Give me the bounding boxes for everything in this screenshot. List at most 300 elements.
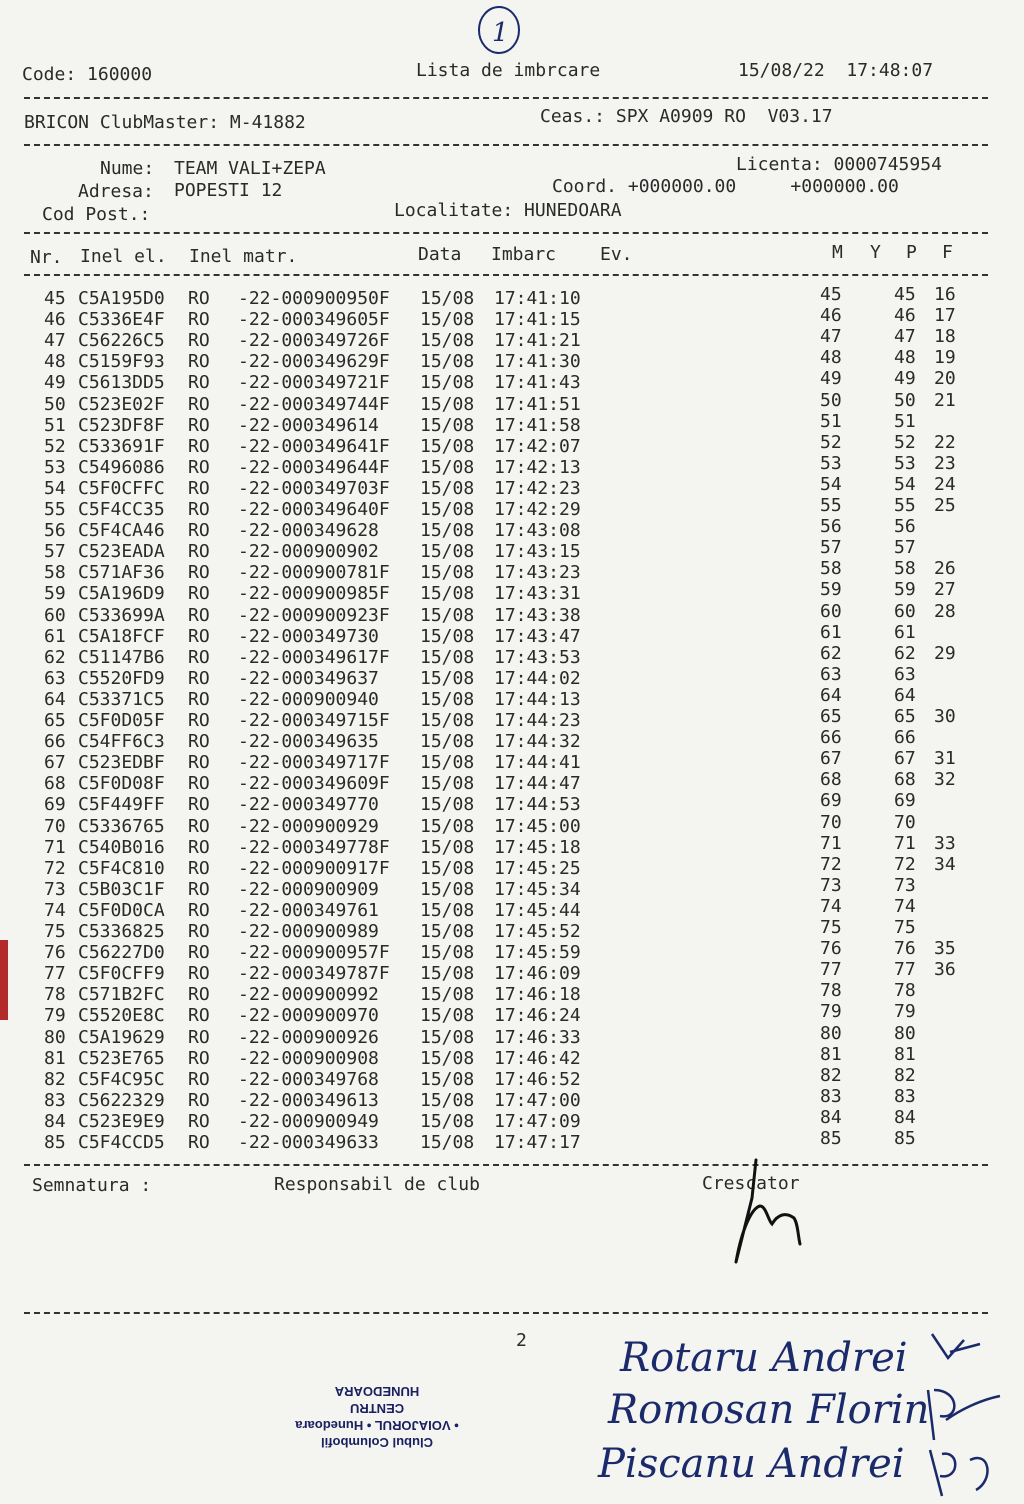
row-nr: 74	[44, 899, 66, 921]
col-p: 73	[894, 874, 916, 896]
country: RO	[188, 731, 210, 753]
country: RO	[188, 435, 210, 457]
col-p: 72	[894, 853, 916, 875]
col-p: 76	[894, 938, 916, 960]
col-f: 24	[934, 473, 956, 495]
country: RO	[188, 456, 210, 478]
table-row	[0, 642, 1024, 668]
table-row	[0, 1128, 1024, 1153]
row-date: 15/08	[420, 562, 475, 584]
col-m: 71	[820, 832, 842, 854]
table-row	[0, 368, 1024, 394]
row-date: 15/08	[420, 288, 475, 309]
col-m: 76	[820, 938, 842, 960]
col-m: 52	[820, 431, 842, 453]
col-header-data: Data	[418, 244, 462, 265]
col-m: 69	[820, 790, 842, 812]
table-row	[0, 811, 1024, 837]
ring-electronic: C5336E4F	[78, 309, 165, 331]
ring-electronic: C5F449FF	[78, 794, 165, 816]
row-nr: 60	[44, 604, 66, 626]
row-date: 15/08	[420, 330, 475, 352]
basket-time: 17:47:17	[494, 1132, 581, 1153]
table-row	[0, 284, 1024, 309]
ring-number: -22-000900950F	[238, 288, 390, 309]
row-nr: 68	[44, 773, 66, 795]
table-row	[0, 938, 1024, 964]
ring-number: -22-000900902	[238, 541, 379, 563]
divider	[24, 1164, 988, 1166]
row-nr: 77	[44, 963, 66, 985]
row-date: 15/08	[420, 414, 475, 436]
row-nr: 70	[44, 815, 66, 837]
country: RO	[188, 520, 210, 542]
row-nr: 57	[44, 541, 66, 563]
ring-number: -22-000349703F	[238, 477, 390, 499]
ring-number: -22-000349641F	[238, 435, 390, 457]
row-date: 15/08	[420, 815, 475, 837]
row-nr: 83	[44, 1089, 66, 1111]
country: RO	[188, 1026, 210, 1048]
ring-number: -22-000349717F	[238, 752, 390, 774]
row-nr: 67	[44, 752, 66, 774]
col-p: 83	[894, 1085, 916, 1107]
ring-number: -22-000900929	[238, 815, 379, 837]
col-m: 58	[820, 558, 842, 580]
col-p: 57	[894, 537, 916, 559]
col-p: 66	[894, 727, 916, 749]
ring-number: -22-000349617F	[238, 646, 390, 668]
country: RO	[188, 878, 210, 900]
country: RO	[188, 1132, 210, 1153]
basket-time: 17:43:53	[494, 646, 581, 668]
row-date: 15/08	[420, 604, 475, 626]
ring-number: -22-000900970	[238, 1005, 379, 1027]
code-label: Code: 160000	[22, 64, 153, 85]
col-f: 19	[934, 347, 956, 369]
country: RO	[188, 562, 210, 584]
stamp-line: HUNEDOARA	[334, 1384, 420, 1400]
basket-time: 17:44:47	[494, 773, 581, 795]
col-m: 55	[820, 495, 842, 516]
col-m: 53	[820, 452, 842, 474]
col-m: 73	[820, 874, 842, 896]
row-nr: 84	[44, 1110, 66, 1132]
row-nr: 47	[44, 330, 66, 352]
country: RO	[188, 963, 210, 985]
table-row	[0, 1064, 1024, 1090]
ring-number: -22-000349629F	[238, 351, 390, 373]
table-row	[0, 431, 1024, 457]
col-f: 31	[934, 748, 956, 770]
basket-time: 17:45:44	[494, 899, 581, 921]
col-m: 67	[820, 748, 842, 770]
ring-electronic: C523E9E9	[78, 1110, 165, 1132]
row-nr: 59	[44, 583, 66, 605]
ring-number: -22-000349715F	[238, 710, 390, 731]
basket-time: 17:45:34	[494, 878, 581, 900]
row-nr: 48	[44, 351, 66, 373]
col-m: 68	[820, 769, 842, 791]
basket-time: 17:45:59	[494, 942, 581, 964]
row-nr: 65	[44, 710, 66, 731]
table-row	[0, 1043, 1024, 1069]
row-date: 15/08	[420, 710, 475, 731]
table-row	[0, 558, 1024, 584]
ring-number: -22-000349633	[238, 1132, 379, 1153]
col-p: 71	[894, 832, 916, 854]
ring-electronic: C5520E8C	[78, 1005, 165, 1027]
divider	[24, 97, 988, 99]
table-row	[0, 980, 1024, 1006]
ring-electronic: C523E765	[78, 1047, 165, 1069]
row-date: 15/08	[420, 520, 475, 542]
country: RO	[188, 1110, 210, 1132]
row-date: 15/08	[420, 794, 475, 816]
ring-electronic: C5F4CC35	[78, 499, 165, 520]
ring-number: -22-000349744F	[238, 393, 390, 415]
col-p: 80	[894, 1022, 916, 1044]
table-row	[0, 959, 1024, 985]
col-m: 63	[820, 663, 842, 685]
stamp-line: Clubul Columbofil	[321, 1435, 433, 1450]
license-number: Licenta: 0000745954	[736, 154, 942, 175]
row-nr: 69	[44, 794, 66, 816]
col-p: 46	[894, 305, 916, 327]
table-row	[0, 769, 1024, 795]
table-row	[0, 410, 1024, 436]
col-p: 67	[894, 748, 916, 770]
breeder-signature	[722, 1158, 812, 1268]
row-nr: 71	[44, 836, 66, 858]
col-f: 17	[934, 305, 956, 327]
ring-electronic: C5336765	[78, 815, 165, 837]
col-m: 54	[820, 473, 842, 495]
table-row	[0, 895, 1024, 921]
basket-time: 17:46:18	[494, 984, 581, 1006]
col-f: 22	[934, 431, 956, 453]
row-date: 15/08	[420, 583, 475, 605]
row-nr: 82	[44, 1068, 66, 1090]
ring-electronic: C5B03C1F	[78, 878, 165, 900]
row-date: 15/08	[420, 836, 475, 858]
col-p: 77	[894, 959, 916, 981]
col-p: 56	[894, 516, 916, 538]
row-date: 15/08	[420, 499, 475, 520]
col-p: 85	[894, 1128, 916, 1149]
ring-number: -22-000349778F	[238, 836, 390, 858]
row-nr: 80	[44, 1026, 66, 1048]
col-f: 32	[934, 769, 956, 791]
row-nr: 75	[44, 921, 66, 942]
ring-number: -22-000349628	[238, 520, 379, 542]
ring-number: -22-000900940	[238, 688, 379, 710]
col-p: 61	[894, 621, 916, 643]
basket-time: 17:41:30	[494, 351, 581, 373]
ring-number: -22-000349787F	[238, 963, 390, 985]
col-header-inel-matr: Inel matr.	[189, 246, 298, 267]
col-p: 45	[894, 284, 916, 305]
country: RO	[188, 942, 210, 964]
owner-address: POPESTI 12	[174, 180, 283, 201]
row-nr: 64	[44, 688, 66, 710]
table-row	[0, 874, 1024, 900]
basket-time: 17:41:15	[494, 309, 581, 331]
col-p: 60	[894, 600, 916, 622]
basket-time: 17:43:38	[494, 604, 581, 626]
country: RO	[188, 667, 210, 689]
country: RO	[188, 815, 210, 837]
col-p: 69	[894, 790, 916, 812]
basket-time: 17:43:23	[494, 562, 581, 584]
col-m: 72	[820, 853, 842, 875]
row-date: 15/08	[420, 625, 475, 647]
table-row	[0, 1001, 1024, 1027]
country: RO	[188, 393, 210, 415]
row-date: 15/08	[420, 646, 475, 668]
row-date: 15/08	[420, 857, 475, 879]
address-label: Adresa:	[78, 181, 154, 202]
ring-electronic: C523EADA	[78, 541, 165, 563]
ring-electronic: C5F0D08F	[78, 773, 165, 795]
country: RO	[188, 857, 210, 879]
basket-time: 17:44:23	[494, 710, 581, 731]
country: RO	[188, 372, 210, 394]
col-p: 81	[894, 1043, 916, 1065]
country: RO	[188, 794, 210, 816]
country: RO	[188, 752, 210, 774]
col-f: 20	[934, 368, 956, 390]
ring-electronic: C5520FD9	[78, 667, 165, 689]
col-f: 30	[934, 706, 956, 727]
postal-label: Cod Post.:	[42, 204, 151, 225]
col-f: 29	[934, 642, 956, 664]
row-date: 15/08	[420, 688, 475, 710]
ring-electronic: C533699A	[78, 604, 165, 626]
ring-electronic: C540B016	[78, 836, 165, 858]
table-row	[0, 853, 1024, 879]
row-nr: 45	[44, 288, 66, 309]
ring-number: -22-000349640F	[238, 499, 390, 520]
ring-electronic: C5F4CCD5	[78, 1132, 165, 1153]
country: RO	[188, 1047, 210, 1069]
col-m: 74	[820, 895, 842, 917]
ring-number: -22-000900957F	[238, 942, 390, 964]
ring-number: -22-000349761	[238, 899, 379, 921]
ring-electronic: C523EDBF	[78, 752, 165, 774]
table-row	[0, 473, 1024, 499]
col-header-nr: Nr.	[30, 247, 63, 268]
col-p: 75	[894, 917, 916, 938]
basket-time: 17:45:00	[494, 815, 581, 837]
ring-number: -22-000900992	[238, 984, 379, 1006]
row-date: 15/08	[420, 878, 475, 900]
col-p: 64	[894, 684, 916, 706]
basket-time: 17:45:25	[494, 857, 581, 879]
ring-electronic: C51147B6	[78, 646, 165, 668]
table-row	[0, 706, 1024, 731]
basket-time: 17:46:42	[494, 1047, 581, 1069]
basket-time: 17:43:31	[494, 583, 581, 605]
country: RO	[188, 288, 210, 309]
country: RO	[188, 773, 210, 795]
locality: Localitate: HUNEDOARA	[394, 200, 622, 221]
country: RO	[188, 583, 210, 605]
col-m: 83	[820, 1085, 842, 1107]
col-p: 54	[894, 473, 916, 495]
breeder-label: Crescator	[702, 1173, 800, 1194]
country: RO	[188, 625, 210, 647]
row-date: 15/08	[420, 1047, 475, 1069]
basket-time: 17:45:52	[494, 921, 581, 942]
ring-electronic: C5F0CFF9	[78, 963, 165, 985]
col-m: 65	[820, 706, 842, 727]
col-m: 64	[820, 684, 842, 706]
table-row	[0, 347, 1024, 373]
row-date: 15/08	[420, 435, 475, 457]
divider	[24, 274, 988, 276]
ring-number: -22-000349730	[238, 625, 379, 647]
col-m: 59	[820, 579, 842, 601]
divider	[24, 144, 988, 146]
ring-electronic: C5622329	[78, 1089, 165, 1111]
basket-time: 17:41:51	[494, 393, 581, 415]
ring-electronic: C5F4C810	[78, 857, 165, 879]
country: RO	[188, 477, 210, 499]
basket-time: 17:42:29	[494, 499, 581, 520]
col-m: 49	[820, 368, 842, 390]
signature-label: Semnatura :	[32, 1175, 152, 1196]
ring-number: -22-000349609F	[238, 773, 390, 795]
ring-number: -22-000349770	[238, 794, 379, 816]
ring-electronic: C523E02F	[78, 393, 165, 415]
ring-electronic: C5A19629	[78, 1026, 165, 1048]
basket-time: 17:42:23	[494, 477, 581, 499]
col-f: 27	[934, 579, 956, 601]
ring-number: -22-000349721F	[238, 372, 390, 394]
ring-electronic: C5613DD5	[78, 372, 165, 394]
col-f: 18	[934, 326, 956, 348]
stamp-line: • VOIAJORUL • Hunedoara	[295, 1418, 459, 1434]
col-m: 82	[820, 1064, 842, 1086]
col-p: 63	[894, 663, 916, 685]
col-m: 56	[820, 516, 842, 538]
row-date: 15/08	[420, 752, 475, 774]
row-date: 15/08	[420, 963, 475, 985]
basket-time: 17:41:21	[494, 330, 581, 352]
handwritten-name: Piscanu Andrei	[598, 1441, 905, 1487]
col-f: 33	[934, 832, 956, 854]
basket-time: 17:46:24	[494, 1005, 581, 1027]
ring-number: -22-000349635	[238, 731, 379, 753]
col-m: 46	[820, 305, 842, 327]
ring-electronic: C53371C5	[78, 688, 165, 710]
handwritten-initials	[920, 1330, 1016, 1500]
col-m: 75	[820, 917, 842, 938]
circled-page-mark	[476, 4, 522, 56]
col-p: 84	[894, 1106, 916, 1128]
table-row	[0, 663, 1024, 689]
handwritten-name: Rotaru Andrei	[620, 1335, 908, 1381]
row-nr: 55	[44, 499, 66, 520]
coordinates: Coord. +000000.00 +000000.00	[552, 176, 899, 197]
col-p: 52	[894, 431, 916, 453]
ring-number: -22-000900923F	[238, 604, 390, 626]
document-title: Lista de imbrcare	[416, 60, 601, 81]
col-header-ev: Ev.	[600, 244, 633, 265]
row-nr: 85	[44, 1132, 66, 1153]
table-row	[0, 537, 1024, 563]
divider	[24, 232, 988, 234]
col-p: 65	[894, 706, 916, 727]
table-row	[0, 1022, 1024, 1048]
ring-electronic: C523DF8F	[78, 414, 165, 436]
basket-time: 17:45:18	[494, 836, 581, 858]
ring-number: -22-000900908	[238, 1047, 379, 1069]
name-label: Nume:	[100, 158, 155, 179]
country: RO	[188, 414, 210, 436]
table-row	[0, 621, 1024, 647]
row-date: 15/08	[420, 1068, 475, 1090]
col-header-inel-el: Inel el.	[80, 246, 167, 267]
row-nr: 53	[44, 456, 66, 478]
ring-electronic: C5A196D9	[78, 583, 165, 605]
col-m: 61	[820, 621, 842, 643]
table-row	[0, 600, 1024, 626]
row-date: 15/08	[420, 667, 475, 689]
col-f: 28	[934, 600, 956, 622]
row-date: 15/08	[420, 921, 475, 942]
page-mark-text: 1	[492, 18, 509, 48]
ring-electronic: C5496086	[78, 456, 165, 478]
row-date: 15/08	[420, 372, 475, 394]
country: RO	[188, 1005, 210, 1027]
row-nr: 72	[44, 857, 66, 879]
table-row	[0, 495, 1024, 520]
row-nr: 62	[44, 646, 66, 668]
row-nr: 63	[44, 667, 66, 689]
row-date: 15/08	[420, 1110, 475, 1132]
col-m: 60	[820, 600, 842, 622]
club-responsible-label: Responsabil de club	[274, 1174, 480, 1195]
ring-number: -22-000349605F	[238, 309, 390, 331]
col-f: 16	[934, 284, 956, 305]
row-date: 15/08	[420, 477, 475, 499]
ring-number: -22-000900909	[238, 878, 379, 900]
stamp-line: CENTRU	[349, 1401, 405, 1417]
basket-time: 17:43:15	[494, 541, 581, 563]
country: RO	[188, 499, 210, 520]
table-row	[0, 389, 1024, 415]
row-date: 15/08	[420, 731, 475, 753]
col-m: 48	[820, 347, 842, 369]
divider	[24, 1312, 988, 1314]
ring-number: -22-000900949	[238, 1110, 379, 1132]
col-header-p: P	[906, 242, 917, 263]
table-row	[0, 727, 1024, 753]
ring-number: -22-000349613	[238, 1089, 379, 1111]
col-f: 35	[934, 938, 956, 960]
table-row	[0, 579, 1024, 605]
country: RO	[188, 710, 210, 731]
country: RO	[188, 921, 210, 942]
ring-electronic: C5336825	[78, 921, 165, 942]
row-nr: 81	[44, 1047, 66, 1069]
print-datetime: 15/08/22 17:48:07	[738, 60, 934, 81]
basket-time: 17:46:33	[494, 1026, 581, 1048]
basket-time: 17:41:43	[494, 372, 581, 394]
table-row	[0, 452, 1024, 478]
